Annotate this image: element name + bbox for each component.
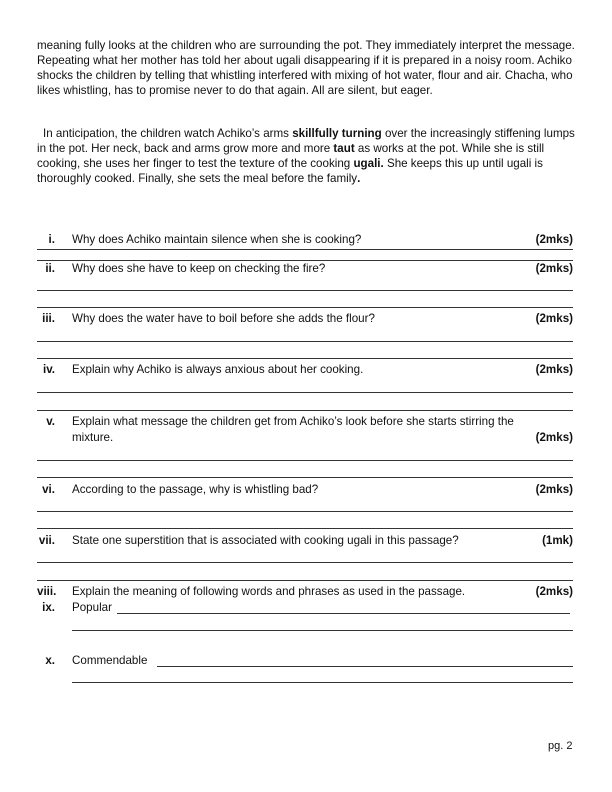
question-text: Why does she have to keep on checking the fire? — [72, 262, 326, 275]
question-number: v. — [46, 415, 55, 428]
text: In anticipation, the children watch Achiko’s arms — [43, 127, 293, 140]
page-number: pg. 2 — [548, 740, 573, 752]
bold-word: ugali. — [353, 157, 384, 170]
question-text: Why does Achiko maintain silence when she is cooking? — [72, 233, 362, 246]
question-number: viii. — [37, 585, 57, 598]
question-text: mixture. — [72, 431, 114, 444]
question-number: vi. — [42, 483, 55, 496]
question-number: i. — [48, 233, 55, 246]
question-v-cont — [37, 430, 573, 445]
question-x — [37, 653, 573, 668]
answer-line[interactable] — [37, 358, 573, 359]
answer-line[interactable] — [37, 410, 573, 411]
question-marks: (2mks) — [535, 585, 573, 598]
passage-paragraph-1: meaning fully looks at the children who are surrounding the pot. They immediately interpret the message. Repeating what her mother has told her about ugali disappearing if it is prepared in a noisy room. Achiko shocks the children by telling that whistling interfered with mixing of hot water, flour and air. Chacha, who likes whistling, has to promise never to do that again. All are silent, but eager. — [37, 39, 575, 97]
question-number: iii. — [42, 312, 55, 325]
answer-line[interactable] — [37, 477, 573, 478]
question-marks: (2mks) — [535, 483, 573, 496]
question-number: ii. — [45, 262, 55, 275]
question-text: Explain what message the children get from Achiko’s look before she starts stirring the — [72, 415, 514, 428]
bold-phrase: skillfully turning — [292, 127, 382, 140]
text: She keeps this up until ugali is thoroughly cooked. Finally, she sets the meal before the family — [37, 157, 543, 185]
question-marks: (2mks) — [535, 262, 573, 275]
answer-line[interactable] — [37, 511, 573, 512]
answer-line[interactable] — [37, 341, 573, 342]
question-number: iv. — [42, 363, 55, 376]
answer-line[interactable] — [37, 392, 573, 393]
text: over the increasingly stiffening lumps in the pot. Her neck, back and arms grow more and more — [37, 127, 575, 155]
question-marks: (2mks) — [535, 233, 573, 246]
question-vii — [37, 533, 573, 548]
question-text: Commendable — [72, 654, 148, 667]
question-i — [37, 232, 573, 247]
bold-word: taut — [333, 142, 355, 155]
answer-line[interactable] — [37, 562, 573, 563]
answer-line[interactable] — [37, 307, 573, 308]
answer-line[interactable] — [72, 630, 573, 631]
question-marks: (2mks) — [535, 431, 573, 444]
answer-line[interactable] — [37, 580, 573, 581]
question-marks: (1mk) — [542, 534, 573, 547]
question-iv — [37, 362, 573, 377]
answer-line[interactable] — [117, 600, 570, 614]
question-marks: (2mks) — [535, 363, 573, 376]
question-number: vii. — [38, 534, 55, 547]
passage-paragraph-2 — [37, 126, 582, 186]
text: as works at the pot. While she is still cooking, she uses her finger to test the texture of the cooking — [37, 142, 545, 170]
answer-line[interactable] — [72, 682, 573, 683]
question-text: Why does the water have to boil before she adds the flour? — [72, 312, 375, 325]
answer-line[interactable] — [37, 249, 573, 250]
question-iii — [37, 311, 573, 326]
question-text: According to the passage, why is whistling bad? — [72, 483, 319, 496]
question-marks: (2mks) — [535, 312, 573, 325]
answer-line[interactable] — [37, 460, 573, 461]
answer-line[interactable] — [157, 653, 573, 667]
question-text: Popular — [72, 601, 112, 614]
answer-line[interactable] — [37, 290, 573, 291]
question-text: Explain why Achiko is always anxious about her cooking. — [72, 363, 364, 376]
question-vi — [37, 482, 573, 497]
question-text: State one superstition that is associated with cooking ugali in this passage? — [72, 534, 459, 547]
question-number: ix. — [42, 601, 55, 614]
text: . — [357, 172, 361, 185]
question-ix — [37, 600, 573, 615]
question-viii — [37, 584, 573, 599]
answer-line[interactable] — [37, 528, 573, 529]
question-v — [37, 414, 573, 429]
question-number: x. — [45, 654, 55, 667]
question-text: Explain the meaning of following words and phrases as used in the passage. — [72, 585, 466, 598]
question-ii — [37, 261, 573, 276]
